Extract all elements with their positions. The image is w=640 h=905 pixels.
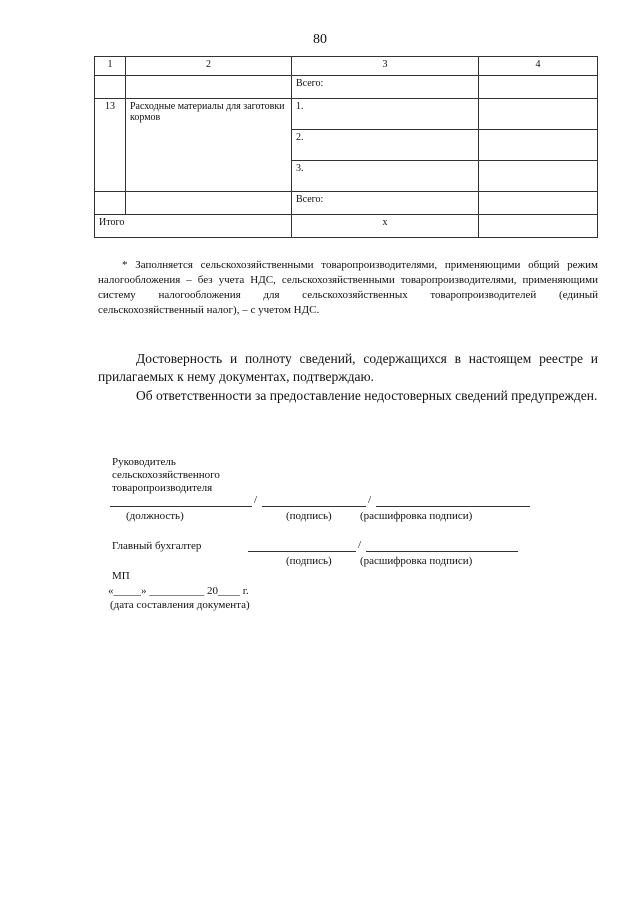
decoding-line[interactable] <box>376 506 530 507</box>
separator-slash: / <box>254 494 258 506</box>
item-number: 13 <box>95 99 126 192</box>
confirmation-paragraph-1: Достоверность и полноту сведений, содержащихся в настоящем реестре и прилагаемых к нему документах, подтверждаю. <box>98 351 598 384</box>
date-caption: (дата составления документа) <box>110 599 250 611</box>
total-row <box>95 215 598 238</box>
total-mark: х <box>292 215 479 238</box>
subtotal-label: Всего: <box>292 76 479 99</box>
column-number-1: 1 <box>95 57 126 76</box>
sub-item-1: 1. <box>292 99 479 130</box>
empty-cell <box>479 99 598 130</box>
signature-line[interactable] <box>262 506 366 507</box>
position-line[interactable] <box>110 506 252 507</box>
empty-cell <box>479 215 598 238</box>
empty-cell <box>126 76 292 99</box>
table-row <box>95 76 598 99</box>
page-number: 80 <box>313 32 327 47</box>
table-header-row <box>95 57 598 76</box>
empty-cell <box>95 76 126 99</box>
accountant-decoding-caption: (расшифровка подписи) <box>360 555 473 567</box>
confirmation-paragraph-2: Об ответственности за предоставление недостоверных сведений предупрежден. <box>136 388 598 403</box>
decoding-caption: (расшифровка подписи) <box>360 510 473 522</box>
stamp-label: МП <box>112 570 130 582</box>
table-row <box>95 192 598 215</box>
accountant-decoding-line[interactable] <box>366 551 518 552</box>
head-title-line-3: товаропроизводителя <box>112 482 213 494</box>
position-caption: (должность) <box>126 510 184 522</box>
empty-cell <box>479 76 598 99</box>
sub-item-2: 2. <box>292 130 479 161</box>
separator-slash: / <box>368 494 372 506</box>
column-number-4: 4 <box>479 57 598 76</box>
empty-cell <box>479 130 598 161</box>
register-table <box>94 56 598 238</box>
empty-cell <box>479 161 598 192</box>
column-number-2: 2 <box>126 57 292 76</box>
footnote <box>98 258 598 318</box>
head-title-line-1: Руководитель <box>112 456 176 468</box>
date-line[interactable]: «_____» __________ 20____ г. <box>108 585 249 597</box>
sub-item-3: 3. <box>292 161 479 192</box>
footnote-text: * Заполняется сельскохозяйственными товаропроизводителями, применяющими общий режим налогообложения – без учета НДС, сельскохозяйственными товаропроизводителями, применяющими систему налогообложения для сельскохозяйственных товаропроизводителей (единый сельскохозяйственный налог), – с учетом НДС. <box>98 259 598 316</box>
item-name: Расходные материалы для заготовки кормов <box>126 99 292 192</box>
separator-slash: / <box>358 539 362 551</box>
column-number-3: 3 <box>292 57 479 76</box>
accountant-signature-line[interactable] <box>248 551 356 552</box>
signature-caption: (подпись) <box>286 510 332 522</box>
empty-cell <box>95 192 126 215</box>
empty-cell <box>479 192 598 215</box>
subtotal-label: Всего: <box>292 192 479 215</box>
accountant-signature-caption: (подпись) <box>286 555 332 567</box>
empty-cell <box>126 192 292 215</box>
table-row <box>95 99 598 130</box>
head-title-line-2: сельскохозяйственного <box>112 469 220 481</box>
total-label: Итого <box>95 215 292 238</box>
chief-accountant-label: Главный бухгалтер <box>112 540 202 552</box>
confirmation-block <box>98 350 598 406</box>
